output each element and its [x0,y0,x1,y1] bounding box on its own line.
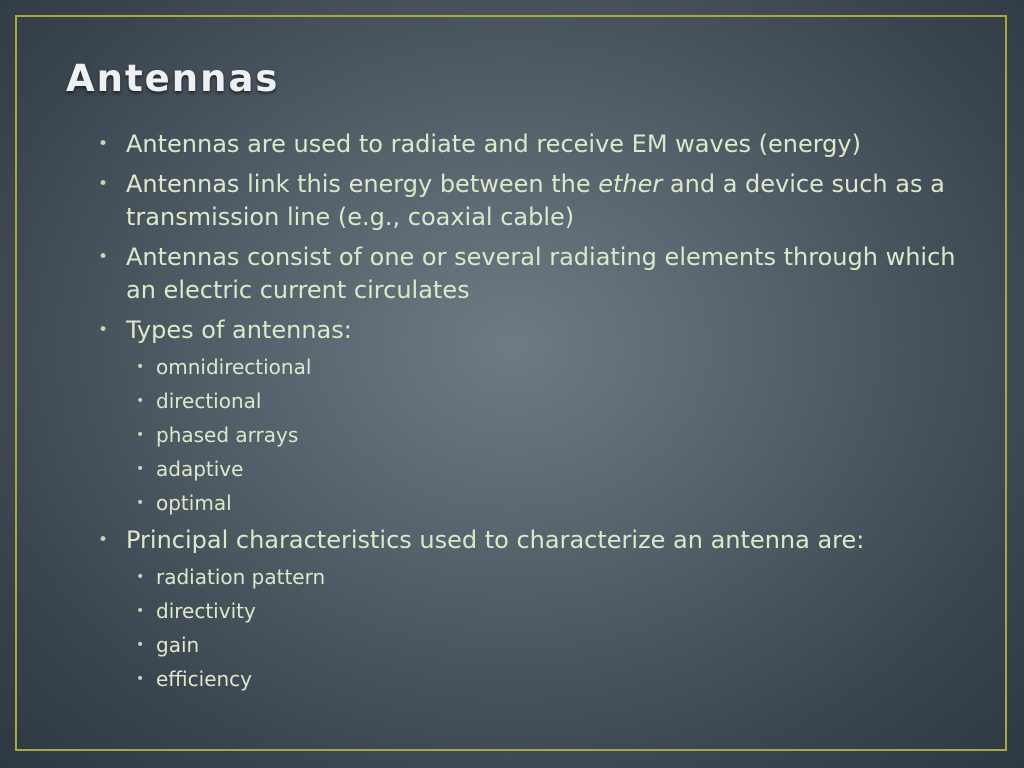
list-item [96,662,986,696]
bullet-dot-icon: • [136,427,145,443]
bullet-principal-characteristics [96,524,986,557]
slide-body [96,128,986,700]
antenna-types-list [96,350,986,520]
bullet-dot-icon: • [136,671,145,687]
bullet-text-pre: Antennas link this energy between the [126,170,599,198]
bullet-dot-icon: • [136,359,145,375]
list-item [96,594,986,628]
list-item [96,418,986,452]
bullet-dot-icon: • [136,393,145,409]
characteristics-list [96,560,986,696]
slide-title: Antennas [66,57,280,100]
list-item [96,452,986,486]
list-item-text: directivity [156,599,256,623]
bullet-dot-icon: • [98,320,109,340]
bullet-text: Antennas consist of one or several radiating elements through which an electric current circulates [126,243,956,304]
bullet-dot-icon: • [136,603,145,619]
bullet-dot-icon: • [98,174,109,194]
bullet-text: Principal characteristics used to characterize an antenna are: [126,526,865,554]
list-item-text: efficiency [156,667,253,691]
bullet-types-of-antennas [96,314,986,347]
bullet-link-energy [96,168,986,234]
bullet-dot-icon: • [98,247,109,267]
bullet-text: Antennas are used to radiate and receive EM waves (energy) [126,130,861,158]
list-item-text: adaptive [156,457,244,481]
list-item [96,350,986,384]
bullet-dot-icon: • [136,461,145,477]
bullet-text-post: and a device such as a transmission line (e.g., coaxial cable) [126,170,945,231]
bullet-dot-icon: • [136,569,145,585]
list-item-text: phased arrays [156,423,299,447]
bullet-text: Types of antennas: [126,316,352,344]
list-item-text: directional [156,389,262,413]
list-item [96,384,986,418]
list-item [96,560,986,594]
list-item-text: optimal [156,491,232,515]
bullet-dot-icon: • [136,637,145,653]
list-item-text: radiation pattern [156,565,326,589]
list-item-text: gain [156,633,200,657]
list-item [96,628,986,662]
bullet-dot-icon: • [98,530,109,550]
list-item [96,486,986,520]
bullet-radiating-elements [96,241,986,307]
bullet-text-emphasis: ether [598,170,663,198]
bullet-radiate-receive [96,128,986,161]
bullet-dot-icon: • [136,495,145,511]
list-item-text: omnidirectional [156,355,312,379]
bullet-dot-icon: • [98,134,109,154]
